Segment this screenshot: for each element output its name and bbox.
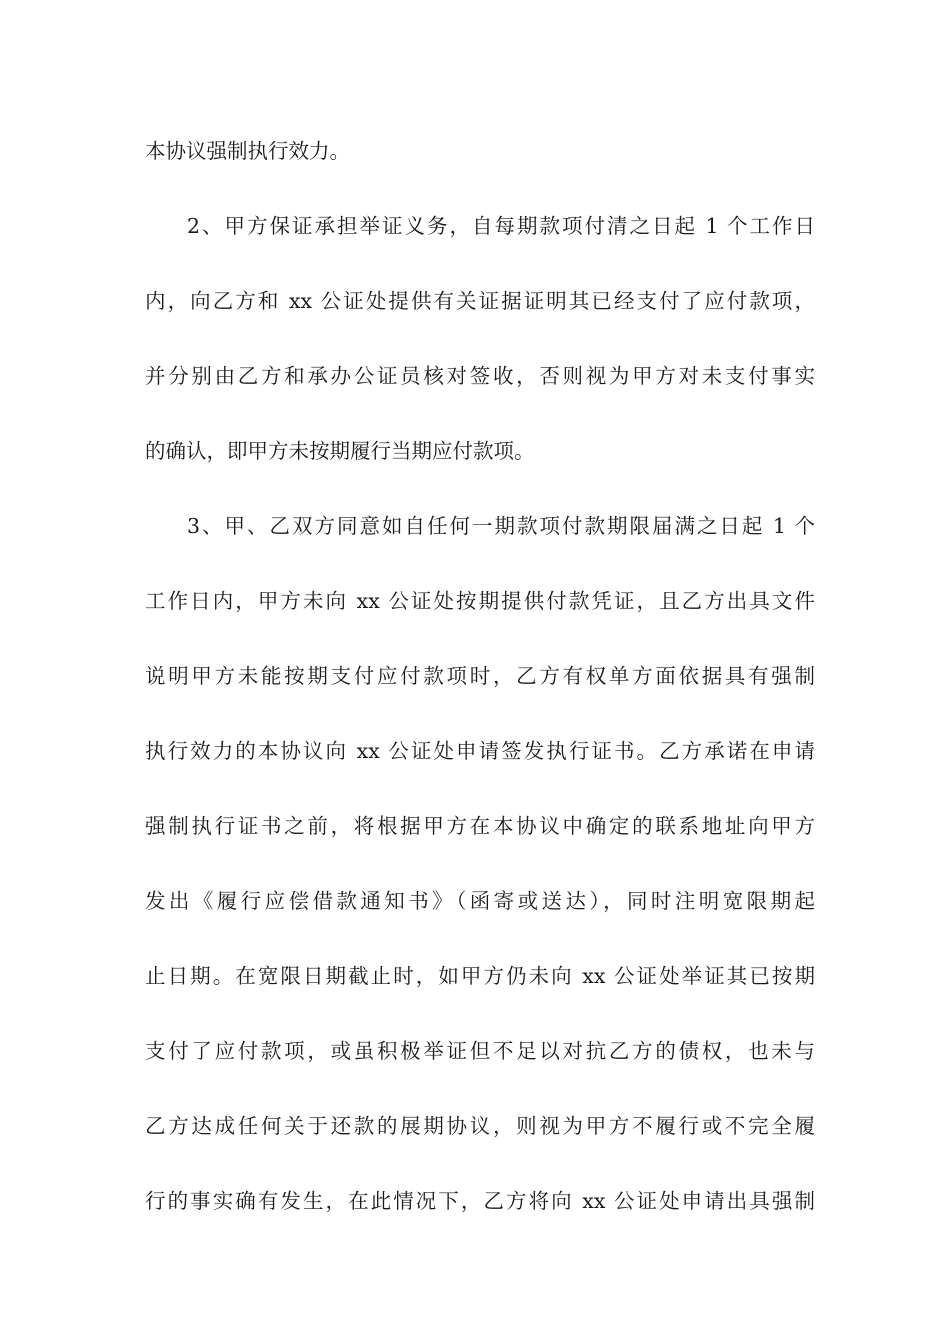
text-line: 内，向乙方和 xx 公证处提供有关证据证明其已经支付了应付款项， <box>145 289 815 313</box>
text-line: 发出《履行应偿借款通知书》（函寄或送达），同时注明宽限期起 <box>145 889 815 913</box>
text-line: 说明甲方未能按期支付应付款项时，乙方有权单方面依据具有强制 <box>145 664 815 688</box>
paragraph-2-first-line: 2、甲方保证承担举证义务，自每期款项付清之日起 1 个工作日 <box>187 214 815 238</box>
text-line: 乙方达成任何关于还款的展期协议，则视为甲方不履行或不完全履 <box>145 1114 815 1138</box>
text-line: 强制执行证书之前，将根据甲方在本协议中确定的联系地址向甲方 <box>145 814 815 838</box>
text-line: 本协议强制执行效力。 <box>145 139 350 163</box>
text-line: 行的事实确有发生，在此情况下，乙方将向 xx 公证处申请出具强制 <box>145 1189 815 1213</box>
text-line: 支付了应付款项，或虽积极举证但不足以对抗乙方的债权，也未与 <box>145 1039 815 1063</box>
paragraph-3-first-line: 3、甲、乙双方同意如自任何一期款项付款期限届满之日起 1 个 <box>187 514 815 538</box>
text-line: 执行效力的本协议向 xx 公证处申请签发执行证书。乙方承诺在申请 <box>145 739 815 763</box>
text-line: 并分别由乙方和承办公证员核对签收，否则视为甲方对未支付事实 <box>145 364 815 388</box>
text-line: 的确认，即甲方未按期履行当期应付款项。 <box>145 439 535 463</box>
text-line: 工作日内，甲方未向 xx 公证处按期提供付款凭证，且乙方出具文件 <box>145 589 815 613</box>
text-line: 止日期。在宽限日期截止时，如甲方仍未向 xx 公证处举证其已按期 <box>145 964 815 988</box>
